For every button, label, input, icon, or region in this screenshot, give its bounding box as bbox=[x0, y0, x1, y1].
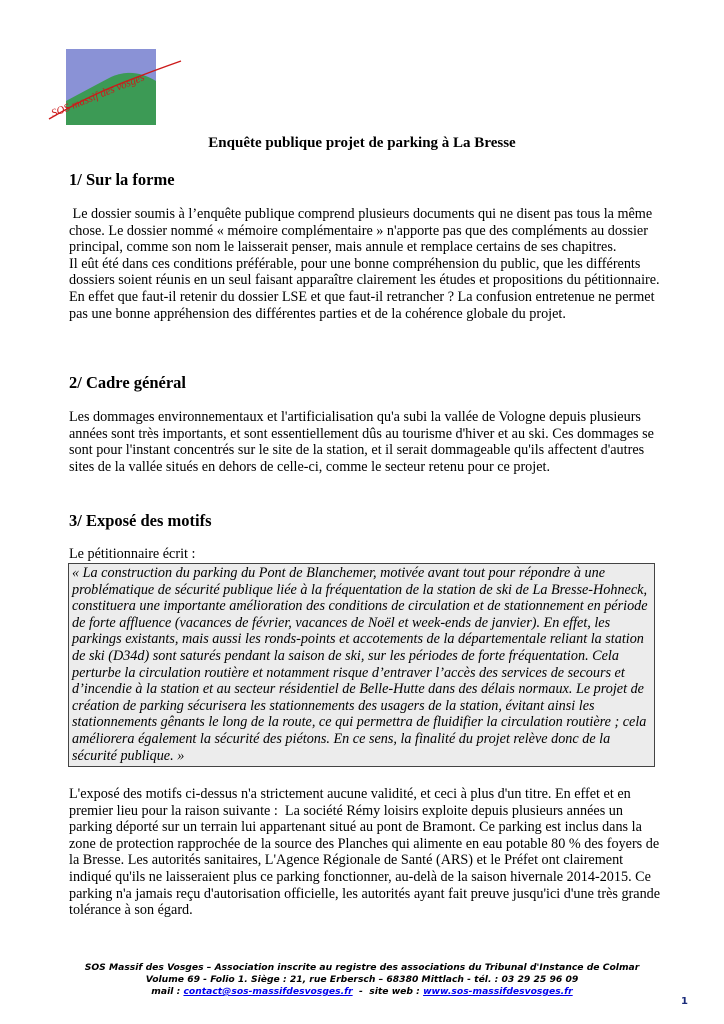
footer-line-1: SOS Massif des Vosges – Association inscrite au registre des associations du Tribunal d'Instance de Colmar bbox=[84, 962, 640, 973]
section-body-cadre bbox=[69, 409, 669, 475]
quote-text: « La construction du parking du Pont de Blanchemer, motivée avant tout pour répondre à une problématique de sécurité publique liée à la fréquentation de la station de ski de La Bresse-Hohneck, constituera une importante amélioration des conditions de circulation et de stationnement en période de forte affluence (vacances de février, vacances de Noël et week-ends de janvier). En effet, les parkings existants, mais aussi les ronds-points et accotements de la départementale reliant la station de ski (D34d) sont saturés pendant la saison de ski, sur les périodes de forte fréquentation. Cela perturbe la circulation routière et notamment risque d’entraver l’accès des services de secours et d’incendie à la station et au secteur résidentiel de Belle-Hutte dans des délais normaux. Le projet de création de parking sécurisera les stationnements des usagers de la station, évitant ainsi les stationnements gênants le long de la route, ce qui permettra de fluidifier la circulation routière ; cela améliorera également la sécurité des piétons. En ce sens, la finalité du projet relève donc de la sécurité publique. » bbox=[72, 565, 648, 764]
footer-line-2: Volume 69 - Folio 1. Siège : 21, rue Erbersch – 68380 Mittlach - tél. : 03 29 25 96 09 bbox=[145, 974, 579, 985]
logo bbox=[47, 47, 183, 127]
footer-web-link[interactable]: www.sos-massifdesvosges.fr bbox=[423, 986, 573, 997]
quote-box bbox=[68, 563, 655, 767]
page-number: 1 bbox=[681, 996, 688, 1007]
footer-mail-link[interactable]: contact@sos-massifdesvosges.fr bbox=[183, 986, 353, 997]
footer-separator: - site web : bbox=[352, 986, 424, 997]
section-heading-motifs: 3/ Exposé des motifs bbox=[69, 511, 212, 530]
section-heading-cadre: 2/ Cadre général bbox=[69, 373, 187, 392]
page-title: Enquête publique projet de parking à La Bresse bbox=[208, 135, 516, 151]
section-body-motifs bbox=[69, 786, 669, 919]
paragraph: En effet que faut-il retenir du dossier LSE et que faut-il retrancher ? La confusion entretenue ne permet pas une bonne appréhension des différentes parties et de la cohérence globale du projet. bbox=[69, 288, 655, 322]
paragraph: Le dossier soumis à l’enquête publique comprend plusieurs documents qui ne disent pas tous la même chose. Le dossier nommé « mémoire complémentaire » n'apporte pas que des compléments au dossier principal, comme son nom le laisserait penser, mais annule et remplace certains de ses chapitres. bbox=[69, 206, 656, 256]
paragraph: L'exposé des motifs ci-dessus n'a strictement aucune validité, et ceci à plus d'un titre. En effet et en premier lieu pour la raison suivante : La société Rémy loisirs exploite depuis plusieurs années un parking déporté sur un terrain lui appartenant situé au pont de Bramont. Ce parking est inclus dans la zone de protection rapprochée de la source des Planches qui alimente en eau potable 80 % des foyers de la Bresse. Les autorités sanitaires, L'Agence Régionale de Santé (ARS) et le Préfet ont clairement indiqué qu'ils ne laisseraient plus ce parking fonctionner, au-delà de la saison hivernale 2014-2015. Ce parking n'a jamais reçu d'autorisation officielle, les autorités ayant fait preuve jusqu'ici d'une très grande tolérance à son égard. bbox=[69, 786, 664, 919]
paragraph: Il eût été dans ces conditions préférable, pour une bonne compréhension du public, que les différents dossiers soient réunis en un seul faisant apparaître clairement les études et propositions du pétitionnaire. bbox=[69, 255, 660, 289]
footer-line-3 bbox=[0, 986, 724, 998]
logo-text: SOS massif des vosges bbox=[49, 71, 147, 120]
logo-graphic bbox=[47, 47, 183, 127]
footer-mail-label: mail : bbox=[151, 986, 184, 997]
section-body-forme bbox=[69, 206, 669, 322]
section-heading-forme: 1/ Sur la forme bbox=[69, 170, 175, 189]
paragraph: Les dommages environnementaux et l'artificialisation qu'a subi la vallée de Vologne depuis plusieurs années sont très importants, et sont essentiellement dûs au tourisme d'hiver et au ski. Ces dommages se sont pour l'instant concentrés sur le site de la station, et il serait dommageable qu'ils affectent d'autres sites de la vallée situés en dehors de celle-ci, comme le secteur retenu pour ce projet. bbox=[69, 409, 654, 475]
quote-intro: Le pétitionnaire écrit : bbox=[69, 546, 196, 562]
